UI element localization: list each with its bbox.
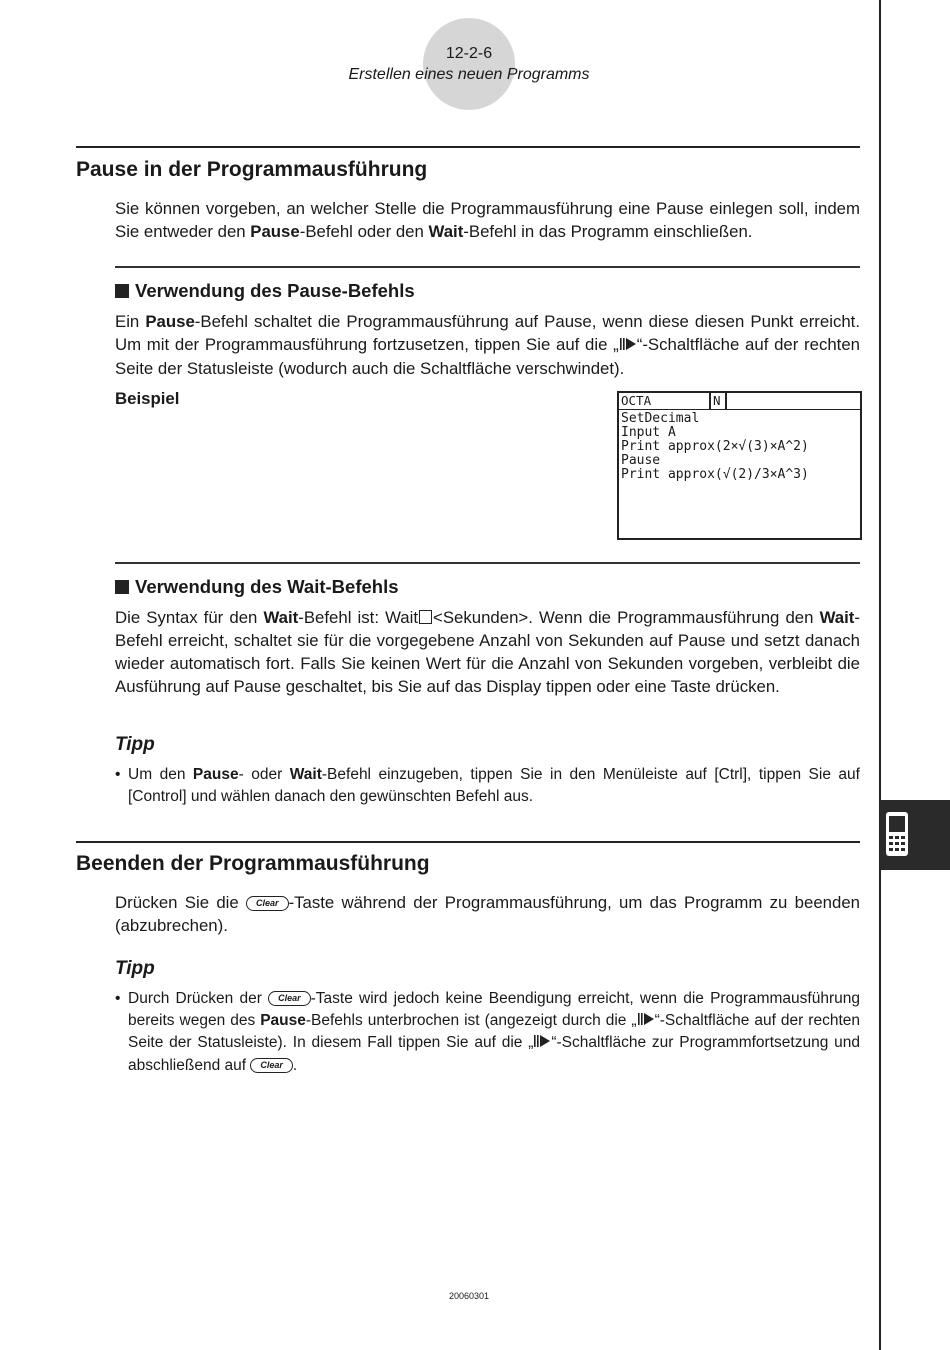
status-bar: [619, 393, 860, 410]
mode-indicator: OCTA: [621, 393, 652, 408]
section-rule: [76, 841, 860, 843]
footer-code: 20060301: [448, 1291, 490, 1301]
subsection-title-pause: Verwendung des Pause-Befehls: [115, 280, 415, 302]
pause-description: Ein Pause-Befehl schaltet die Programmausführung auf Pause, wenn diese diesen Punkt erreicht. Um mit der Programmausführung fortzusetzen, tippen Sie auf die „ “-Schaltfläche auf der rechten Seite der Statusleiste (wodurch auch die Schaltfläche verschwindet).: [115, 312, 861, 378]
play-resume-icon: [533, 1033, 551, 1055]
subsection-rule: [115, 266, 860, 268]
subsection-rule: [115, 562, 860, 564]
status-divider: [725, 393, 727, 409]
beenden-description: Drücken Sie die Clear -Taste während der Programmausführung, um das Programm zu beenden (abzubrechen).: [115, 893, 860, 935]
page-number: 12-2-6: [445, 45, 493, 62]
right-margin-line: [879, 0, 881, 1350]
play-resume-icon: [637, 1011, 655, 1033]
square-bullet-icon: [115, 284, 129, 298]
section-intro: Sie können vorgeben, an welcher Stelle die Programmausführung eine Pause einlegen soll, indem Sie entweder den Pause-Befehl oder den Wait-Befehl in das Programm einschließen.: [115, 199, 860, 241]
wait-description: Die Syntax für den Wait-Befehl ist: Wait <Sekunden>. Wenn die Programmausführung den Wait-Befehl erreicht, schaltet sie für die vorgegebene Anzahl von Sekunden auf Pause und setzt danach wieder automatisch fort. Falls Sie keinen Wert für die Anzahl von Sekunden vorgeben, verbleibt die Ausführung auf Pause geschaltet, bis Sie auf das Display tippen oder eine Taste drücken.: [115, 608, 860, 696]
subsection-title-wait: Verwendung des Wait-Befehls: [115, 576, 399, 598]
code-line: Input A: [621, 425, 676, 440]
status-divider: [709, 393, 711, 409]
tipp-item: • Um den Pause- oder Wait-Befehl einzugeben, tippen Sie in den Menüleiste auf [Ctrl], tippen Sie auf [Control] und wählen danach den gewünschten Befehl aus.: [115, 766, 860, 805]
section-title-beenden: Beenden der Programmausführung: [76, 852, 430, 875]
chapter-title: Erstellen eines neuen Programms: [348, 66, 590, 83]
chapter-side-tab: [880, 800, 950, 870]
code-line: Print approx(2×√(3)×A^2): [621, 439, 809, 454]
code-line: SetDecimal: [621, 411, 700, 426]
calculator-screen: [617, 391, 862, 540]
calculator-icon: [880, 800, 950, 870]
clear-key-icon: Clear: [250, 1058, 293, 1073]
bullet: •: [115, 990, 121, 1007]
clear-key-icon: Clear: [268, 991, 311, 1006]
square-bullet-icon: [115, 580, 129, 594]
code-line: Print approx(√(2)/3×A^3): [621, 467, 809, 482]
page-number-circle: [423, 18, 515, 110]
code-line: Pause: [621, 453, 661, 468]
section-rule: [76, 146, 860, 148]
section-title-pause: Pause in der Programmausführung: [76, 158, 428, 181]
example-label: Beispiel: [115, 389, 180, 408]
tipp-heading: Tipp: [115, 958, 155, 979]
space-symbol-icon: [419, 610, 432, 624]
clear-key-icon: Clear: [246, 896, 289, 911]
tipp-item: • Durch Drücken der Clear -Taste wird jedoch keine Beendigung erreicht, wenn die Programmausführung bereits wegen des Pause-Befehls unterbrochen ist (angezeigt durch die „ “-Schaltfläche auf der rechten Seite der Statusleiste). In diesem Fall tippen Sie auf die „ “-Schaltfläche zur Programmfortsetzung und abschließend auf Clear .: [115, 990, 861, 1074]
bullet: •: [115, 766, 121, 783]
play-resume-icon: [619, 334, 637, 357]
tipp-heading: Tipp: [115, 734, 155, 755]
program-code: [621, 412, 809, 482]
n-indicator: N: [713, 393, 721, 408]
